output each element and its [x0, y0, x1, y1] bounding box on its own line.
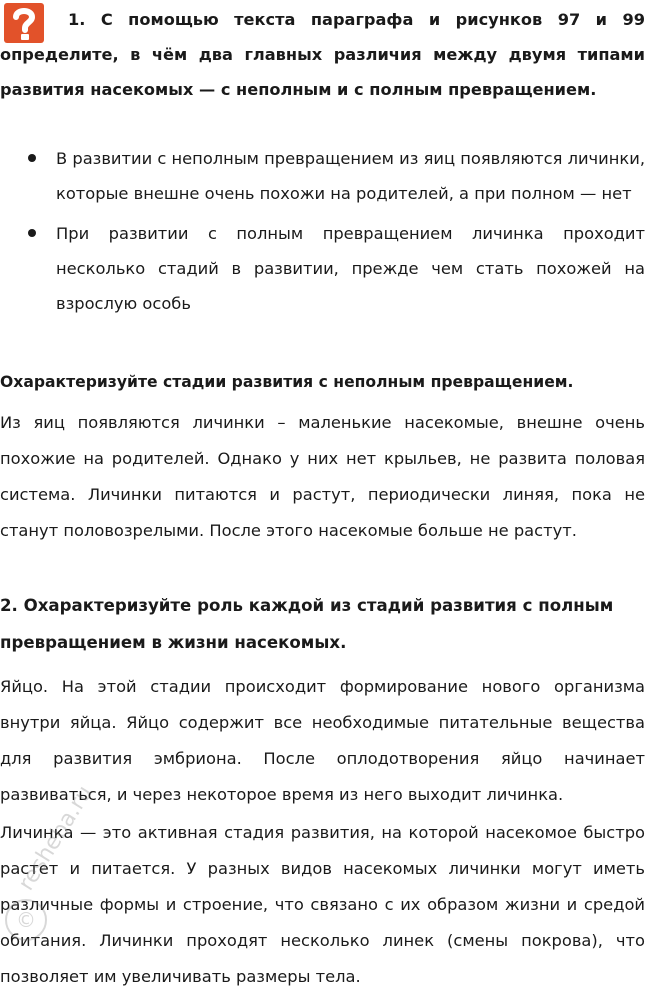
bullet-text: При развитии с полным превращением личинка проходит несколько стадий в развитии, прежде чем стать похожей на взрослую особь — [56, 224, 645, 313]
svg-text:resheba.ru: resheba.ru — [13, 781, 98, 896]
svg-text:©: © — [16, 908, 36, 932]
bullet-item — [0, 216, 645, 321]
larva-stage-paragraph: Личинка — это активная стадия развития, на которой насекомое быстро растет и питается. У разных видов насекомых личинки могут иметь различные формы и строение, что связано с их образом жизни и средой обитания. Личинки проходят несколько линек (смены покрова), что позволяет им увеличивать размеры тела. — [0, 823, 645, 986]
bullet-dot-icon — [28, 154, 36, 162]
question-1-title: 1. С помощью текста параграфа и рисунков 97 и 99 определите, в чём два главных различия между двумя типами развития насекомых — с неполным и с полным превращением. — [0, 10, 645, 99]
bullet-dot-icon — [28, 229, 36, 237]
question-2-title: 2. Охарактеризуйте роль каждой из стадий развития с полным превращением в жизни насекомых. — [0, 596, 614, 652]
egg-stage-paragraph: Яйцо. На этой стадии происходит формирование нового организма внутри яйца. Яйцо содержит все необходимые питательные вещества для развития эмбриона. После оплодотворения яйцо начинает развиваться, и через некоторое время из него выходит личинка. — [0, 677, 645, 804]
bullet-item — [0, 141, 645, 211]
subquestion-heading: Охарактеризуйте стадии развития с неполным превращением. — [0, 373, 574, 391]
answer-bullet-list — [0, 141, 645, 326]
subquestion-answer: Из яиц появляются личинки – маленькие насекомые, внешне очень похожие на родителей. Однако у них нет крыльев, не развита половая система. Личинки питаются и растут, периодически линяя, пока не станут половозрелыми. После этого насекомые больше не растут. — [0, 413, 645, 540]
bullet-text: В развитии с неполным превращением из яиц появляются личинки, которые внешне очень похожи на родителей, а при полном — нет — [56, 149, 645, 203]
